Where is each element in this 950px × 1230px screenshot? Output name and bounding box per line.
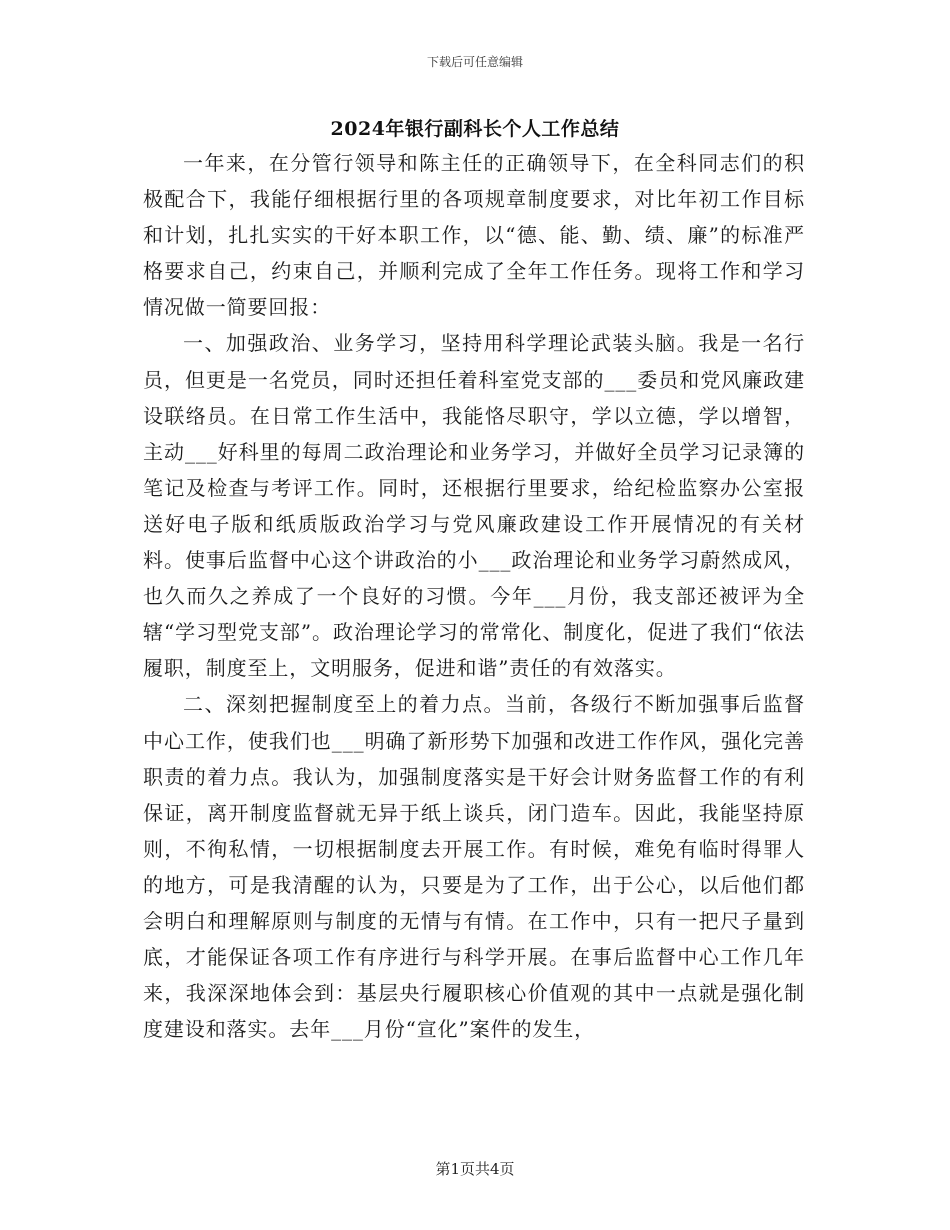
page-number-footer: 第1页共4页 — [435, 1160, 515, 1178]
paragraph-section-1: 一、加强政治、业务学习，坚持用科学理论武装头脑。我是一名行员，但更是一名党员，同时还担任着科室党支部的___委员和党风廉政建设联络员。在日常工作生活中，我能恪尽职守，学以立德，学以增智，主动___好科里的每周二政治理论和业务学习，并做好全员学习记录簿的笔记及检查与考评工作。同时，还根据行里要求，给纪检监察办公室报送好电子版和纸质版政治学习与党风廉政建设工作开展情况的有关材料。使事后监督中心这个讲政治的小___政治理论和业务学习蔚然成风，也久而久之养成了一个良好的习惯。今年___月份，我支部还被评为全辖“学习型党支部”。政治理论学习的常常化、制度化，促进了我们“依法履职，制度至上，文明服务，促进和谐”责任的有效落实。 — [143, 331, 805, 681]
header-note: 下载后可任意编辑 — [426, 55, 523, 69]
document-title: 2024年银行副科长个人工作总结 — [330, 118, 620, 140]
paragraph-section-2: 二、深刻把握制度至上的着力点。当前，各级行不断加强事后监督中心工作，使我们也___明确了新形势下加强和改进工作作风，强化完善职责的着力点。我认为，加强制度落实是干好会计财务监督工作的有利保证，离开制度监督就无异于纸上谈兵，闭门造车。因此，我能坚持原则，不徇私情，一切根据制度去开展工作。有时候，难免有临时得罪人的地方，可是我清醒的认为，只要是为了工作，出于公心，以后他们都会明白和理解原则与制度的无情与有情。在工作中，只有一把尺子量到底，才能保证各项工作有序进行与科学开展。在事后监督中心工作几年来，我深深地体会到：基层央行履职核心价值观的其中一点就是强化制度建设和落实。去年___月份“宣化”案件的发生， — [143, 692, 805, 1042]
document-body — [143, 145, 805, 1047]
paragraph-intro: 一年来，在分管行领导和陈主任的正确领导下，在全科同志们的积极配合下，我能仔细根据行里的各项规章制度要求，对比年初工作目标和计划，扎扎实实的干好本职工作，以“德、能、勤、绩、廉”的标准严格要求自己，约束自己，并顺利完成了全年工作任务。现将工作和学习情况做一简要回报： — [143, 151, 805, 320]
